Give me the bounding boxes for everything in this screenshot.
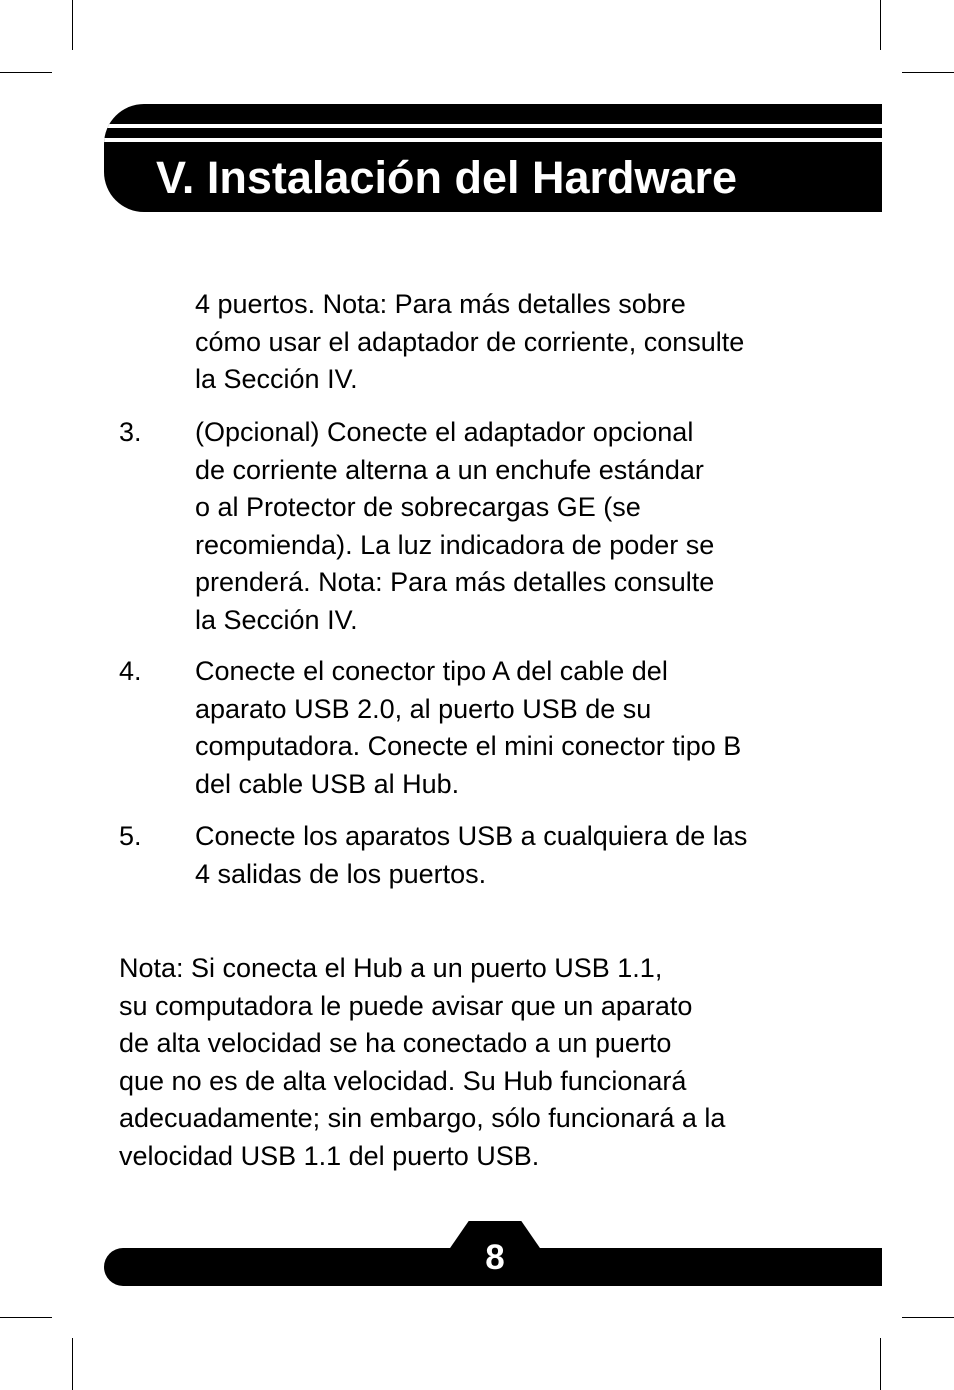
crop-mark-top-right-vertical — [880, 0, 881, 50]
text-line: Conecte los aparatos USB a cualquiera de las — [195, 821, 748, 851]
text-line: la Sección IV. — [195, 604, 358, 635]
text-line: adecuadamente; sin embargo, sólo funcionará a la — [119, 1103, 726, 1133]
note-paragraph — [119, 950, 879, 1175]
step-number: 3. — [119, 417, 142, 447]
text-line: que no es de alta velocidad. Su Hub funcionará — [119, 1065, 687, 1096]
text-line: o al Protector de sobrecargas GE (se — [195, 492, 641, 522]
text-line: (Opcional) Conecte el adaptador opcional — [195, 417, 694, 447]
text-line: computadora. Conecte el mini conector tipo B — [195, 731, 742, 761]
section-title: V. Instalación del Hardware — [156, 152, 738, 203]
text-line: Nota: Si conecta el Hub a un puerto USB 1.1, — [119, 953, 663, 983]
section-header-banner — [104, 104, 882, 212]
text-line: 4 puertos. Nota: Para más detalles sobre — [195, 289, 686, 319]
header-stripe-bottom — [104, 138, 882, 142]
step-text — [195, 414, 875, 639]
page-number: 8 — [485, 1238, 505, 1277]
text-line: prenderá. Nota: Para más detalles consulte — [195, 567, 715, 597]
crop-mark-bottom-left-vertical — [72, 1338, 73, 1390]
text-line: recomienda). La luz indicadora de poder se — [195, 529, 715, 560]
text-line: cómo usar el adaptador de corriente, consulte — [195, 326, 745, 357]
text-line: del cable USB al Hub. — [195, 768, 460, 799]
crop-mark-top-left-vertical — [72, 0, 73, 50]
crop-mark-top-right-horizontal — [902, 72, 954, 73]
text-line: Conecte el conector tipo A del cable del — [195, 656, 668, 686]
text-line: aparato USB 2.0, al puerto USB de su — [195, 693, 652, 724]
header-stripe-top — [104, 124, 882, 128]
crop-mark-bottom-right-vertical — [880, 1338, 881, 1390]
text-line: su computadora le puede avisar que un aparato — [119, 990, 693, 1021]
text-line: 4 salidas de los puertos. — [195, 858, 487, 889]
text-line: velocidad USB 1.1 del puerto USB. — [119, 1140, 540, 1171]
crop-mark-top-left-horizontal — [0, 72, 52, 73]
step-number: 5. — [119, 821, 142, 851]
continued-paragraph — [195, 286, 875, 399]
crop-mark-bottom-right-horizontal — [902, 1317, 954, 1318]
step-text — [195, 818, 875, 893]
crop-mark-bottom-left-horizontal — [0, 1317, 52, 1318]
text-line: de alta velocidad se ha conectado a un puerto — [119, 1028, 672, 1058]
step-number: 4. — [119, 656, 142, 686]
text-line: la Sección IV. — [195, 364, 358, 394]
step-text — [195, 653, 875, 803]
text-line: de corriente alterna a un enchufe estándar — [195, 454, 704, 485]
